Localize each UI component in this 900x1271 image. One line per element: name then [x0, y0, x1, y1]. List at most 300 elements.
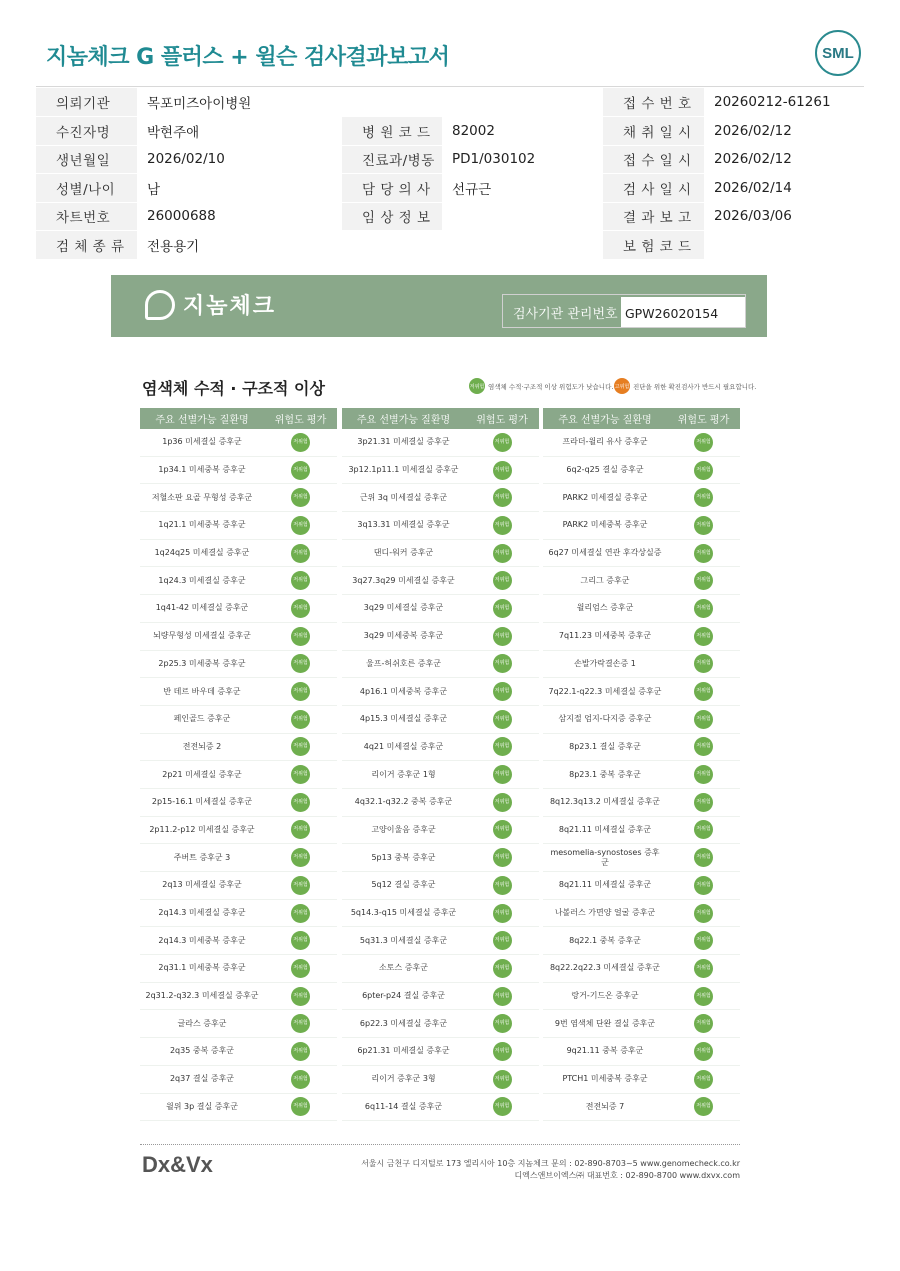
disease-name: 4q32.1-q32.2 중복 증후군 [354, 797, 453, 807]
risk-cell [667, 571, 740, 590]
footer-divider [140, 1144, 740, 1145]
risk-cell [264, 793, 337, 812]
disease-row [140, 900, 337, 928]
disease-name: 8q22.1 중복 증후군 [569, 935, 641, 945]
low-risk-legend-icon: 저위험 [469, 378, 485, 394]
low-risk-badge: 저위험 [493, 904, 512, 923]
risk-cell [466, 599, 539, 618]
risk-cell [466, 544, 539, 563]
low-risk-badge: 저위험 [694, 599, 713, 618]
risk-header: 위험도 평가 [274, 415, 327, 426]
disease-name: 나볼러스 가면양 얼굴 증후군 [554, 908, 656, 918]
disease-name: 9번 염색체 단완 결실 증후군 [554, 1018, 656, 1028]
disease-name: 울프-허쉬호른 증후군 [366, 658, 441, 668]
disease-row [342, 900, 539, 928]
disease-row [342, 1038, 539, 1066]
disease-row [543, 1010, 740, 1038]
disease-row [543, 1094, 740, 1122]
risk-cell [667, 488, 740, 507]
risk-cell [264, 765, 337, 784]
disease-row [140, 927, 337, 955]
disease-name: 5q12 결실 증후군 [371, 880, 436, 890]
low-risk-badge: 저위험 [694, 1042, 713, 1061]
low-risk-badge: 저위험 [493, 820, 512, 839]
info-label: 접 수 번 호 [603, 88, 704, 117]
info-value: 20260212-61261 [704, 88, 864, 117]
low-risk-badge: 저위험 [291, 710, 310, 729]
disease-name: 페인골드 증후군 [173, 714, 231, 724]
info-value: 2026/02/12 [704, 145, 864, 174]
low-risk-badge: 저위험 [291, 820, 310, 839]
disease-row [140, 540, 337, 568]
disease-name: 글라스 증후군 [177, 1018, 227, 1028]
risk-cell [466, 433, 539, 452]
disease-name: 2p25.3 미세중복 증후군 [158, 658, 246, 668]
genomecheck-logo-icon [145, 290, 175, 320]
disease-name: 2q13 미세결실 증후군 [162, 880, 242, 890]
risk-cell [264, 931, 337, 950]
risk-cell [667, 544, 740, 563]
disease-name: PTCH1 미세중복 증후군 [562, 1074, 648, 1084]
info-label: 차트번호 [36, 202, 137, 231]
info-value: 2026/02/12 [704, 117, 864, 146]
disease-name: 주버트 증후군 3 [173, 852, 231, 862]
low-risk-badge: 저위험 [694, 682, 713, 701]
disease-row [342, 983, 539, 1011]
risk-cell [667, 737, 740, 756]
risk-cell [264, 1097, 337, 1116]
low-risk-badge: 저위험 [493, 959, 512, 978]
disease-row [342, 706, 539, 734]
low-risk-badge: 저위험 [493, 1070, 512, 1089]
risk-cell [667, 433, 740, 452]
legend-low-text: 염색체 수적·구조적 이상 위험도가 낮습니다. [488, 382, 614, 391]
info-label: 수진자명 [36, 117, 137, 146]
low-risk-badge: 저위험 [694, 931, 713, 950]
disease-row [342, 927, 539, 955]
sml-logo-text: SML [822, 44, 854, 62]
low-risk-badge: 저위험 [291, 433, 310, 452]
disease-row [140, 1066, 337, 1094]
risk-cell [264, 599, 337, 618]
disease-row [140, 1038, 337, 1066]
risk-cell [264, 682, 337, 701]
disease-row [543, 789, 740, 817]
disease-row [543, 457, 740, 485]
risk-cell [466, 765, 539, 784]
info-row [36, 231, 864, 260]
sml-logo [815, 30, 861, 76]
disease-name: 전전뇌증 2 [182, 741, 222, 751]
risk-cell [264, 904, 337, 923]
disease-name: 전전뇌증 7 [585, 1101, 625, 1111]
info-label: 의뢰기관 [36, 88, 137, 117]
low-risk-badge: 저위험 [694, 959, 713, 978]
risk-header: 위험도 평가 [476, 415, 528, 426]
disease-row [342, 567, 539, 595]
low-risk-badge: 저위험 [493, 654, 512, 673]
info-row [36, 117, 864, 146]
risk-cell [466, 488, 539, 507]
disease-name: 2q37 결실 증후군 [169, 1074, 235, 1084]
disease-row [342, 623, 539, 651]
disease-row [543, 706, 740, 734]
low-risk-badge: 저위험 [291, 793, 310, 812]
low-risk-badge: 저위험 [694, 433, 713, 452]
disease-name: 저혈소판 요골 무형성 증후군 [151, 492, 253, 502]
low-risk-badge: 저위험 [694, 1014, 713, 1033]
risk-cell [466, 820, 539, 839]
disease-name: 4q21 미세결실 증후군 [363, 741, 444, 751]
disease-row [543, 983, 740, 1011]
low-risk-badge: 저위험 [291, 571, 310, 590]
low-risk-badge: 저위험 [493, 793, 512, 812]
disease-row [140, 734, 337, 762]
disease-row [543, 955, 740, 983]
disease-name: 5q14.3-q15 미세결실 증후군 [350, 908, 457, 918]
disease-name: 6p22.3 미세결실 증후군 [359, 1018, 448, 1028]
low-risk-badge: 저위험 [694, 987, 713, 1006]
low-risk-badge: 저위험 [694, 1097, 713, 1116]
risk-cell [466, 1014, 539, 1033]
disease-name: 리이거 증후군 3형 [371, 1074, 436, 1084]
disease-row [342, 678, 539, 706]
risk-cell [667, 1070, 740, 1089]
disease-name: 그리그 증후군 [580, 575, 630, 585]
disease-row [342, 789, 539, 817]
info-label: 진료과/병동 [342, 145, 442, 174]
disease-name: 3p12.1p11.1 미세결실 증후군 [348, 465, 459, 475]
disease-row [342, 429, 539, 457]
genomecheck-brand-text: 지놈체크 [183, 294, 277, 319]
disease-row [543, 623, 740, 651]
info-row [36, 174, 864, 203]
disease-name: 리이거 증후군 1형 [371, 769, 436, 779]
info-label: 담 당 의 사 [342, 174, 442, 203]
disease-name: 2q35 중복 증후군 [169, 1046, 235, 1056]
disease-row [342, 734, 539, 762]
info-label [342, 88, 442, 117]
disease-name: 7q22.1-q22.3 미세결실 증후군 [548, 686, 662, 696]
mgmt-number-box [502, 294, 746, 328]
risk-cell [264, 1014, 337, 1033]
disease-row [543, 734, 740, 762]
info-value [704, 231, 864, 260]
disease-row [140, 651, 337, 679]
risk-cell [264, 1070, 337, 1089]
info-value: 선규근 [442, 174, 603, 203]
low-risk-badge: 저위험 [291, 599, 310, 618]
disease-row [342, 761, 539, 789]
low-risk-badge: 저위험 [291, 765, 310, 784]
disease-name: 2q31.2-q32.3 미세결실 증후군 [145, 991, 259, 1001]
disease-row [140, 595, 337, 623]
disease-name: 2p11.2-p12 미세결실 증후군 [149, 824, 255, 834]
disease-row [140, 429, 337, 457]
disease-name: 근위 3q 미세결실 증후군 [359, 492, 448, 502]
risk-cell [466, 793, 539, 812]
risk-cell [667, 848, 740, 867]
disease-name: 2p21 미세결실 증후군 [162, 769, 242, 779]
disease-name: 1q41-42 미세결실 증후군 [155, 603, 249, 613]
low-risk-badge: 저위험 [493, 544, 512, 563]
disease-name-header: 주요 선별가능 질환명 [356, 415, 451, 426]
disease-name: 윌위 3p 결실 증후군 [166, 1101, 238, 1111]
disease-name: 1p34.1 미세중복 증후군 [158, 465, 246, 475]
disease-row [342, 872, 539, 900]
risk-cell [466, 682, 539, 701]
low-risk-badge: 저위험 [694, 793, 713, 812]
risk-cell [264, 987, 337, 1006]
high-risk-legend-icon: 고위험 [614, 378, 630, 394]
low-risk-badge: 저위험 [291, 987, 310, 1006]
disease-row [543, 872, 740, 900]
risk-header: 위험도 평가 [677, 415, 730, 426]
risk-cell [264, 710, 337, 729]
disease-name: 4p15.3 미세결실 증후군 [359, 714, 448, 724]
disease-name: 3p21.31 미세결실 증후군 [357, 437, 450, 447]
disease-row [140, 955, 337, 983]
low-risk-badge: 저위험 [291, 1014, 310, 1033]
mgmt-number-label: 검사기관 관리번호 [513, 307, 618, 322]
low-risk-badge: 저위험 [493, 848, 512, 867]
disease-name: 8p23.1 중복 증후군 [569, 769, 641, 779]
disease-row [342, 651, 539, 679]
risk-cell [466, 959, 539, 978]
low-risk-badge: 저위험 [291, 876, 310, 895]
disease-row [342, 595, 539, 623]
risk-cell [264, 820, 337, 839]
disease-name-header: 주요 선별가능 질환명 [155, 415, 249, 426]
section-title: 염색체 수적 · 구조적 이상 [142, 379, 325, 398]
disease-row [543, 429, 740, 457]
low-risk-badge: 저위험 [493, 488, 512, 507]
low-risk-badge: 저위험 [493, 1042, 512, 1061]
risk-cell [466, 1042, 539, 1061]
info-value: 2026/02/10 [137, 145, 342, 174]
dxvx-logo: Dx&Vx [142, 1152, 213, 1177]
low-risk-badge: 저위험 [291, 959, 310, 978]
risk-cell [264, 848, 337, 867]
low-risk-badge: 저위험 [291, 627, 310, 646]
disease-name: 8q22.2q22.3 미세결실 증후군 [549, 963, 661, 973]
risk-cell [264, 571, 337, 590]
risk-cell [466, 654, 539, 673]
patient-info-table [36, 88, 864, 260]
low-risk-badge: 저위험 [493, 571, 512, 590]
disease-row [543, 1038, 740, 1066]
disease-grid [140, 408, 740, 1121]
disease-name: 2p15-16.1 미세결실 증후군 [151, 797, 253, 807]
disease-name: mesomelia-synostoses 증후군 [550, 847, 660, 867]
risk-cell [667, 987, 740, 1006]
disease-row [543, 512, 740, 540]
disease-row [140, 706, 337, 734]
info-label [342, 231, 442, 260]
info-value [442, 202, 603, 231]
disease-row [140, 484, 337, 512]
info-value: 남 [137, 174, 342, 203]
disease-name: 고양이울음 증후군 [371, 824, 436, 834]
risk-cell [667, 682, 740, 701]
disease-name: 2q14.3 미세결실 증후군 [158, 908, 246, 918]
mgmt-number-value: GPW26020154 [621, 297, 745, 327]
risk-cell [466, 904, 539, 923]
risk-cell [466, 931, 539, 950]
low-risk-badge: 저위험 [291, 654, 310, 673]
risk-cell [264, 488, 337, 507]
info-value: 2026/02/14 [704, 174, 864, 203]
risk-cell [264, 627, 337, 646]
legend-high-text: 진단을 위한 확진검사가 반드시 필요합니다. [633, 382, 757, 391]
disease-row [342, 512, 539, 540]
risk-cell [264, 516, 337, 535]
low-risk-badge: 저위험 [694, 544, 713, 563]
low-risk-badge: 저위험 [493, 1014, 512, 1033]
risk-cell [667, 931, 740, 950]
info-label: 결 과 보 고 [603, 202, 704, 231]
low-risk-badge: 저위험 [291, 461, 310, 480]
risk-cell [667, 765, 740, 784]
low-risk-badge: 저위험 [493, 765, 512, 784]
footer-contact [361, 1158, 740, 1182]
low-risk-badge: 저위험 [291, 488, 310, 507]
info-value: 2026/03/06 [704, 202, 864, 231]
disease-name: 1q24.3 미세결실 증후군 [158, 575, 246, 585]
disease-name: 3q29 미세결실 증후군 [363, 603, 444, 613]
risk-cell [466, 627, 539, 646]
info-value: 전용용기 [137, 231, 342, 260]
info-value: PD1/030102 [442, 145, 603, 174]
disease-row [140, 623, 337, 651]
disease-name: 5p13 중복 증후군 [371, 852, 436, 862]
disease-name: 6pter-p24 결실 증후군 [362, 991, 445, 1001]
info-label: 검 체 종 류 [36, 231, 137, 260]
disease-row [342, 484, 539, 512]
disease-row [140, 678, 337, 706]
disease-name: 1q24q25 미세결실 증후군 [154, 548, 250, 558]
footer-line-1: 서울시 금천구 디지털로 173 엘리시아 10층 지놈체크 문의 : 02-890-8703~5 www.genomecheck.co.kr [361, 1159, 740, 1168]
disease-name: 8q21.11 미세결실 증후군 [558, 824, 652, 834]
disease-name: PARK2 미세중복 증후군 [562, 520, 648, 530]
low-risk-badge: 저위험 [493, 599, 512, 618]
info-label: 임 상 정 보 [342, 202, 442, 231]
disease-row [342, 457, 539, 485]
disease-row [543, 1066, 740, 1094]
info-value [442, 88, 603, 117]
risk-cell [667, 461, 740, 480]
risk-cell [466, 1070, 539, 1089]
disease-name: 2q31.1 미세중복 증후군 [158, 963, 246, 973]
low-risk-badge: 저위험 [493, 710, 512, 729]
low-risk-badge: 저위험 [694, 461, 713, 480]
risk-cell [466, 1097, 539, 1116]
legend-high-risk [614, 378, 756, 394]
low-risk-badge: 저위험 [694, 737, 713, 756]
info-label: 생년월일 [36, 145, 137, 174]
low-risk-badge: 저위험 [493, 461, 512, 480]
risk-cell [667, 1042, 740, 1061]
risk-cell [264, 544, 337, 563]
disease-column [543, 408, 740, 1121]
legend-low-risk [469, 378, 613, 394]
disease-row [543, 540, 740, 568]
info-label: 접 수 일 시 [603, 145, 704, 174]
info-value: 82002 [442, 117, 603, 146]
disease-name: 8p23.1 결실 증후군 [569, 741, 641, 751]
info-row [36, 88, 864, 117]
disease-name: 1p36 미세결실 증후군 [162, 437, 242, 447]
low-risk-badge: 저위험 [291, 848, 310, 867]
risk-cell [466, 987, 539, 1006]
disease-row [543, 484, 740, 512]
low-risk-badge: 저위험 [694, 654, 713, 673]
risk-cell [264, 959, 337, 978]
risk-cell [466, 737, 539, 756]
disease-name: 9q21.11 중복 증후군 [566, 1046, 644, 1056]
low-risk-badge: 저위험 [291, 682, 310, 701]
disease-name: 윌리엄스 증후군 [576, 603, 634, 613]
info-label: 보 험 코 드 [603, 231, 704, 260]
low-risk-badge: 저위험 [291, 904, 310, 923]
risk-cell [466, 848, 539, 867]
low-risk-badge: 저위험 [694, 904, 713, 923]
info-label: 검 사 일 시 [603, 174, 704, 203]
risk-cell [667, 904, 740, 923]
info-value: 목포미즈아이병원 [137, 88, 342, 117]
disease-name: 3q27.3q29 미세결실 증후군 [352, 575, 455, 585]
low-risk-badge: 저위험 [694, 820, 713, 839]
footer-line-2: 디엑스앤브이엑스㈜ 대표번호 : 02-890-8700 www.dxvx.com [514, 1171, 740, 1180]
low-risk-badge: 저위험 [493, 627, 512, 646]
disease-name: 8q12.3q13.2 미세결실 증후군 [549, 797, 661, 807]
disease-row [543, 844, 740, 872]
info-row [36, 202, 864, 231]
low-risk-badge: 저위험 [493, 931, 512, 950]
disease-row [543, 678, 740, 706]
risk-cell [667, 627, 740, 646]
low-risk-badge: 저위험 [694, 571, 713, 590]
disease-column [140, 408, 337, 1121]
low-risk-badge: 저위험 [694, 516, 713, 535]
low-risk-badge: 저위험 [694, 1070, 713, 1089]
disease-row [140, 512, 337, 540]
disease-name: 3q29 미세중복 증후군 [363, 631, 444, 641]
low-risk-badge: 저위험 [694, 488, 713, 507]
disease-row [543, 761, 740, 789]
disease-row [140, 872, 337, 900]
risk-cell [667, 876, 740, 895]
disease-row [543, 567, 740, 595]
disease-row [140, 457, 337, 485]
report-title: 지놈체크 G 플러스 + 윌슨 검사결과보고서 [46, 45, 450, 70]
disease-row [342, 955, 539, 983]
disease-name: 반 데르 바우데 증후군 [163, 686, 241, 696]
disease-row [543, 927, 740, 955]
low-risk-badge: 저위험 [493, 987, 512, 1006]
risk-cell [264, 876, 337, 895]
disease-name: 6q11-14 결실 증후군 [364, 1101, 443, 1111]
disease-name: 6q2-q25 결실 증후군 [566, 465, 644, 475]
info-label: 성별/나이 [36, 174, 137, 203]
risk-cell [264, 654, 337, 673]
disease-row [543, 651, 740, 679]
disease-row [140, 761, 337, 789]
disease-column [342, 408, 539, 1121]
disease-name: 손발가락결손증 1 [574, 658, 636, 668]
risk-cell [667, 793, 740, 812]
risk-cell [667, 599, 740, 618]
